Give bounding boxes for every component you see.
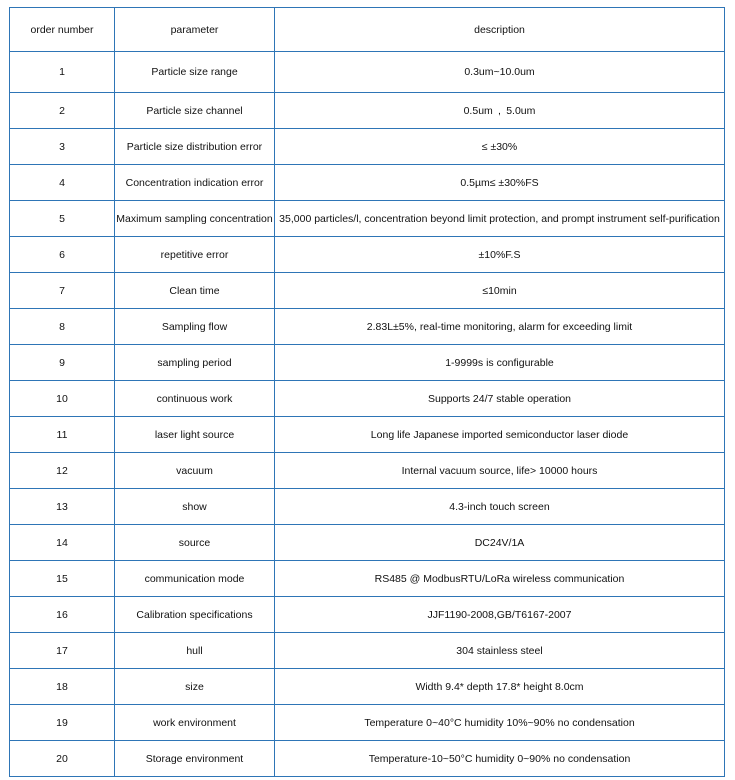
cell-parameter: size xyxy=(115,669,275,705)
cell-parameter: Calibration specifications xyxy=(115,597,275,633)
table-row xyxy=(10,489,725,525)
table-row xyxy=(10,741,725,777)
header-parameter: parameter xyxy=(115,8,275,52)
cell-description: 2.83L±5%, real-time monitoring, alarm for exceeding limit xyxy=(275,309,725,345)
cell-order: 4 xyxy=(10,165,115,201)
table-row xyxy=(10,93,725,129)
cell-order: 12 xyxy=(10,453,115,489)
cell-order: 13 xyxy=(10,489,115,525)
table-row xyxy=(10,129,725,165)
cell-order: 20 xyxy=(10,741,115,777)
cell-description: JJF1190-2008,GB/T6167-2007 xyxy=(275,597,725,633)
cell-order: 10 xyxy=(10,381,115,417)
table-row xyxy=(10,165,725,201)
cell-order: 6 xyxy=(10,237,115,273)
table-header xyxy=(10,8,725,52)
cell-order: 18 xyxy=(10,669,115,705)
cell-parameter: Particle size distribution error xyxy=(115,129,275,165)
table-row xyxy=(10,201,725,237)
cell-order: 9 xyxy=(10,345,115,381)
table-row xyxy=(10,525,725,561)
cell-parameter: Storage environment xyxy=(115,741,275,777)
table-row xyxy=(10,309,725,345)
cell-parameter: Concentration indication error xyxy=(115,165,275,201)
cell-order: 7 xyxy=(10,273,115,309)
cell-order: 19 xyxy=(10,705,115,741)
cell-description: RS485 @ ModbusRTU/LoRa wireless communication xyxy=(275,561,725,597)
cell-description: ±10%F.S xyxy=(275,237,725,273)
cell-order: 5 xyxy=(10,201,115,237)
cell-parameter: Clean time xyxy=(115,273,275,309)
cell-parameter: laser light source xyxy=(115,417,275,453)
cell-description: Supports 24/7 stable operation xyxy=(275,381,725,417)
cell-description: DC24V/1A xyxy=(275,525,725,561)
header-description: description xyxy=(275,8,725,52)
cell-description: 304 stainless steel xyxy=(275,633,725,669)
cell-description: ≤ ±30% xyxy=(275,129,725,165)
cell-parameter: work environment xyxy=(115,705,275,741)
cell-parameter: Particle size channel xyxy=(115,93,275,129)
table-row xyxy=(10,273,725,309)
cell-parameter: continuous work xyxy=(115,381,275,417)
header-order-number: order number xyxy=(10,8,115,52)
table-row xyxy=(10,705,725,741)
cell-description: Temperature-10~50°C humidity 0~90% no condensation xyxy=(275,741,725,777)
cell-description: 0.3um~10.0um xyxy=(275,52,725,93)
cell-parameter: source xyxy=(115,525,275,561)
cell-description: Internal vacuum source, life> 10000 hours xyxy=(275,453,725,489)
cell-parameter: repetitive error xyxy=(115,237,275,273)
cell-order: 11 xyxy=(10,417,115,453)
table-row xyxy=(10,633,725,669)
cell-order: 2 xyxy=(10,93,115,129)
cell-description: Width 9.4* depth 17.8* height 8.0cm xyxy=(275,669,725,705)
cell-description: 0.5um , 5.0um xyxy=(275,93,725,129)
cell-parameter: Maximum sampling concentration xyxy=(115,201,275,237)
cell-order: 17 xyxy=(10,633,115,669)
cell-description: 4.3-inch touch screen xyxy=(275,489,725,525)
cell-order: 16 xyxy=(10,597,115,633)
spec-table xyxy=(9,7,725,777)
cell-description: 0.5µm≤ ±30%FS xyxy=(275,165,725,201)
cell-order: 14 xyxy=(10,525,115,561)
table-row xyxy=(10,417,725,453)
cell-description: ≤10min xyxy=(275,273,725,309)
cell-parameter: hull xyxy=(115,633,275,669)
cell-order: 15 xyxy=(10,561,115,597)
cell-parameter: sampling period xyxy=(115,345,275,381)
table-row xyxy=(10,381,725,417)
table-row xyxy=(10,453,725,489)
table-row xyxy=(10,237,725,273)
table-row xyxy=(10,52,725,93)
cell-parameter: Particle size range xyxy=(115,52,275,93)
header-row xyxy=(10,8,725,52)
table-row xyxy=(10,345,725,381)
table-row xyxy=(10,597,725,633)
cell-description: Temperature 0~40°C humidity 10%~90% no condensation xyxy=(275,705,725,741)
cell-order: 3 xyxy=(10,129,115,165)
cell-parameter: Sampling flow xyxy=(115,309,275,345)
cell-parameter: communication mode xyxy=(115,561,275,597)
table-row xyxy=(10,669,725,705)
cell-order: 1 xyxy=(10,52,115,93)
cell-order: 8 xyxy=(10,309,115,345)
cell-description: Long life Japanese imported semiconductor laser diode xyxy=(275,417,725,453)
table-row xyxy=(10,561,725,597)
cell-parameter: show xyxy=(115,489,275,525)
table-body xyxy=(10,52,725,777)
cell-description: 35,000 particles/l, concentration beyond limit protection, and prompt instrument self-purification xyxy=(275,201,725,237)
cell-parameter: vacuum xyxy=(115,453,275,489)
cell-description: 1-9999s is configurable xyxy=(275,345,725,381)
